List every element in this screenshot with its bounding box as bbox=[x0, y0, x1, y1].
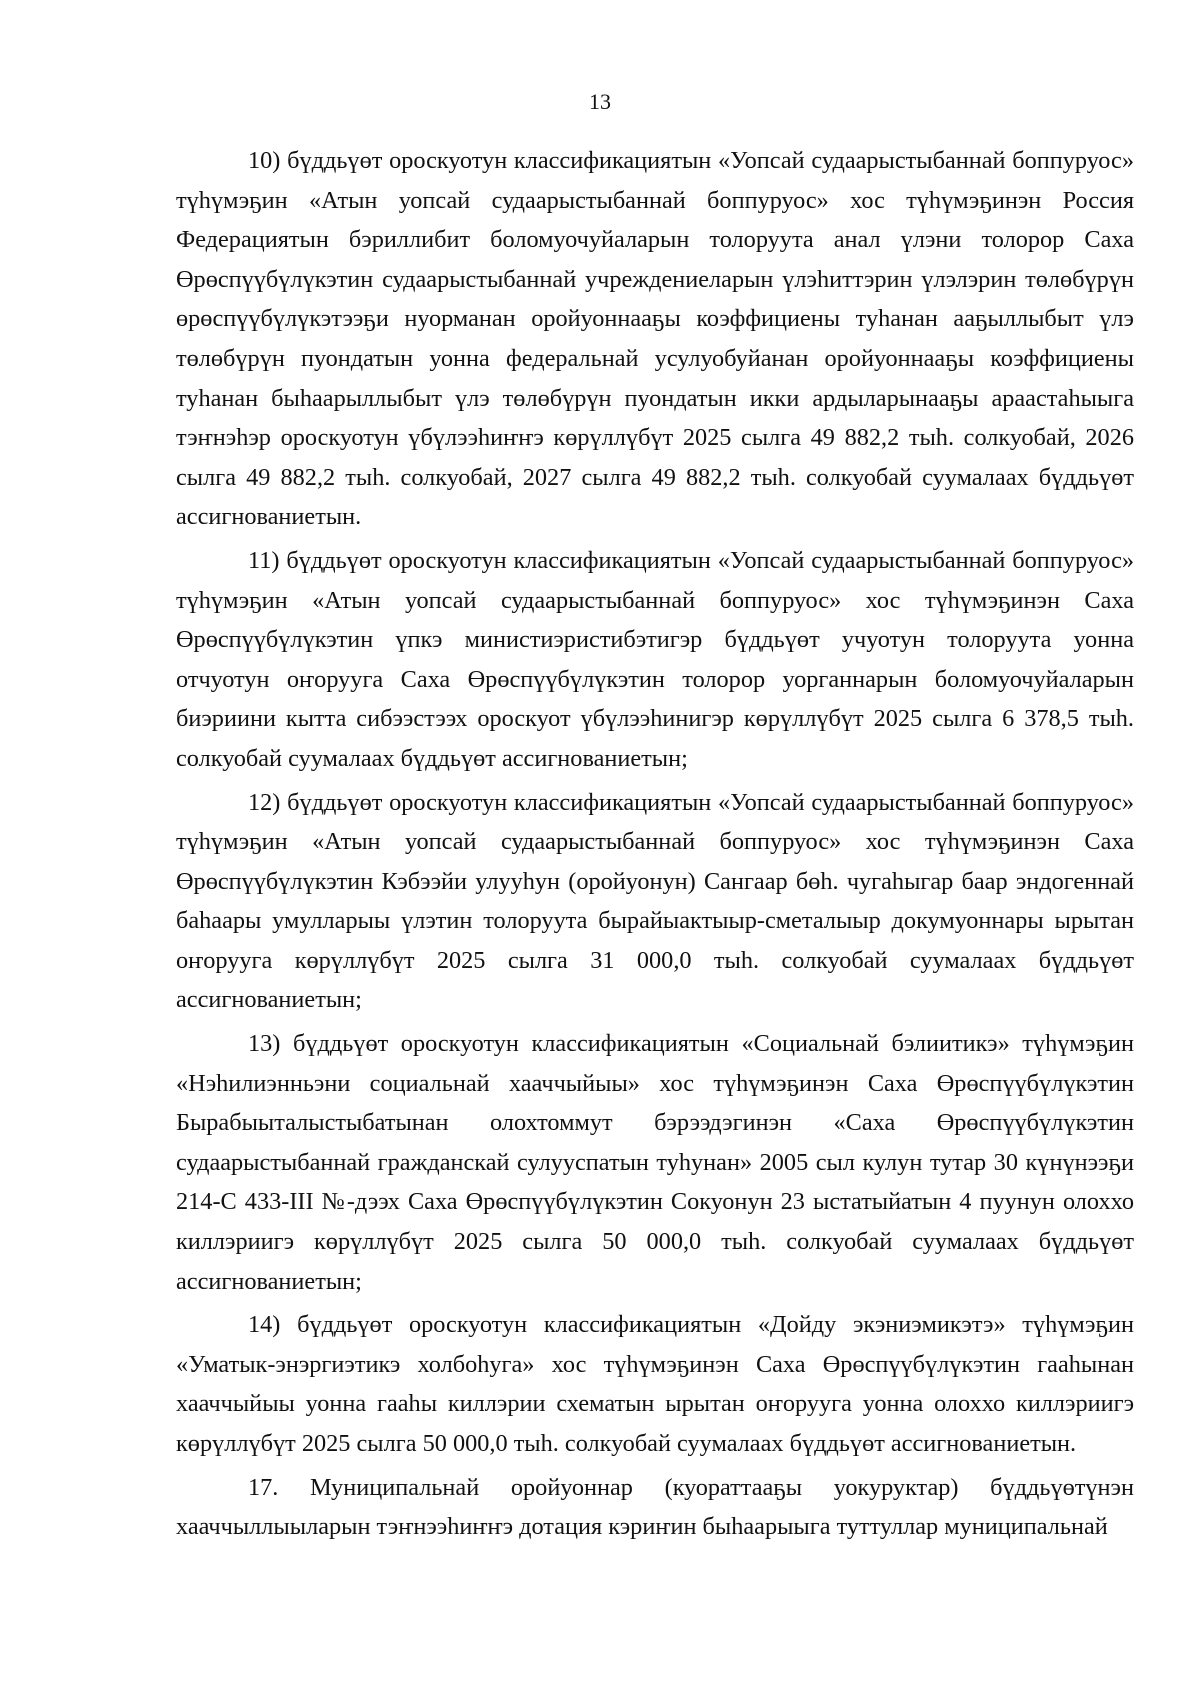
paragraph-item-10: 10) бүддьүөт ороскуотун классификациятын «Уопсай судаарыстыбаннай боппуруос» түһүмэҕин «Атын уопсай судаарыстыбаннай боппуруос» хос түһүмэҕинэн Россия Федерациятын бэриллибит боломуочуйаларын толоруута анал үлэни толорор Саха Өрөспүүбүлүкэтин судаарыстыбаннай учреждениеларын үлэһиттэрин үлэлэрин төлөбүрүн өрөспүүбүлүкэтээҕи нуорманан оройуоннааҕы коэффициены туһанан ааҕыллыбыт үлэ төлөбүрүн пуондатын уонна федеральнай усулуобуйанан оройуоннааҕы коэффициены туһанан быһаарыллыбыт үлэ төлөбүрүн пуондатын икки ардыларынааҕы араастаһыыга тэҥнэһэр ороскуотун үбүлээһиҥҥэ көрүллүбүт 2025 сылга 49 882,2 тыһ. солкуобай, 2026 сылга 49 882,2 тыһ. солкуобай, 2027 сылга 49 882,2 тыһ. солкуобай суумалаах бүддьүөт ассигнованиетын. bbox=[176, 147, 1134, 531]
paragraph-item-13: 13) бүддьүөт ороскуотун классификациятын «Социальнай бэлиитикэ» түһүмэҕин «Нэһилиэнньэни социальнай хааччыйыы» хос түһүмэҕинэн Саха Өрөспүүбүлүкэтин Бырабыыталыстыбатынан олохтоммут бэрээдэгинэн «Саха Өрөспүүбүлүкэтин судаарыстыбаннай гражданскай сулууспатын туһунан» 2005 сыл кулун тутар 30 күнүнээҕи 214-С 433-III №-дээх Саха Өрөспүүбүлүкэтин Сокуонун 23 ыстатыйатын 4 пуунун олоххо киллэриигэ көрүллүбүт 2025 сылга 50 000,0 тыһ. солкуобай суумалаах бүддьүөт ассигнованиетын; bbox=[176, 1030, 1134, 1295]
page-number: 13 bbox=[589, 89, 611, 114]
paragraph-item-12: 12) бүддьүөт ороскуотун классификациятын «Уопсай судаарыстыбаннай боппуруос» түһүмэҕин «Атын уопсай судаарыстыбаннай боппуруос» хос түһүмэҕинэн Саха Өрөспүүбүлүкэтин Кэбээйи улууһун (оройуонун) Сангаар бөһ. чугаһыгар баар эндогеннай баһаары умулларыы үлэтин толоруута бырайыактыыр-сметалыыр докумуоннары ырытан оҥорууга көрүллүбүт 2025 сылга 31 000,0 тыһ. солкуобай суумалаах бүддьүөт ассигнованиетын; bbox=[176, 788, 1134, 1014]
paragraph-item-14: 14) бүддьүөт ороскуотун классификациятын «Дойду экэниэмикэтэ» түһүмэҕин «Уматык-энэргиэтикэ холбоһуга» хос түһүмэҕинэн Саха Өрөспүүбүлүкэтин гааһынан хааччыйыы уонна гааһы киллэрии схематын ырытан оҥорууга уонна олоххо киллэриигэ көрүллүбүт 2025 сылга 50 000,0 тыһ. солкуобай суумалаах бүддьүөт ассигнованиетын. bbox=[176, 1311, 1134, 1457]
paragraph-item-11: 11) бүддьүөт ороскуотун классификациятын «Уопсай судаарыстыбаннай боппуруос» түһүмэҕин «Атын уопсай судаарыстыбаннай боппуруос» хос түһүмэҕинэн Саха Өрөспүүбүлүкэтин үпкэ министиэристибэтигэр бүддьүөт учуотун толоруута уонна отчуотун оҥорууга Саха Өрөспүүбүлүкэтин толорор уорганнарын боломуочуйаларын биэриини кытта сибээстээх ороскуот үбүлээһинигэр көрүллүбүт 2025 сылга 6 378,5 тыһ. солкуобай суумалаах бүддьүөт ассигнованиетын; bbox=[176, 546, 1134, 772]
paragraph-section-17: 17. Муниципальнай оройуоннар (куораттааҕы уокуруктар) бүддьүөтүнэн хааччыллыыларын тэҥнээһиҥҥэ дотация кэриҥин быһаарыыга туттуллар муниципальнай bbox=[176, 1473, 1134, 1541]
document-body bbox=[176, 141, 1134, 1551]
